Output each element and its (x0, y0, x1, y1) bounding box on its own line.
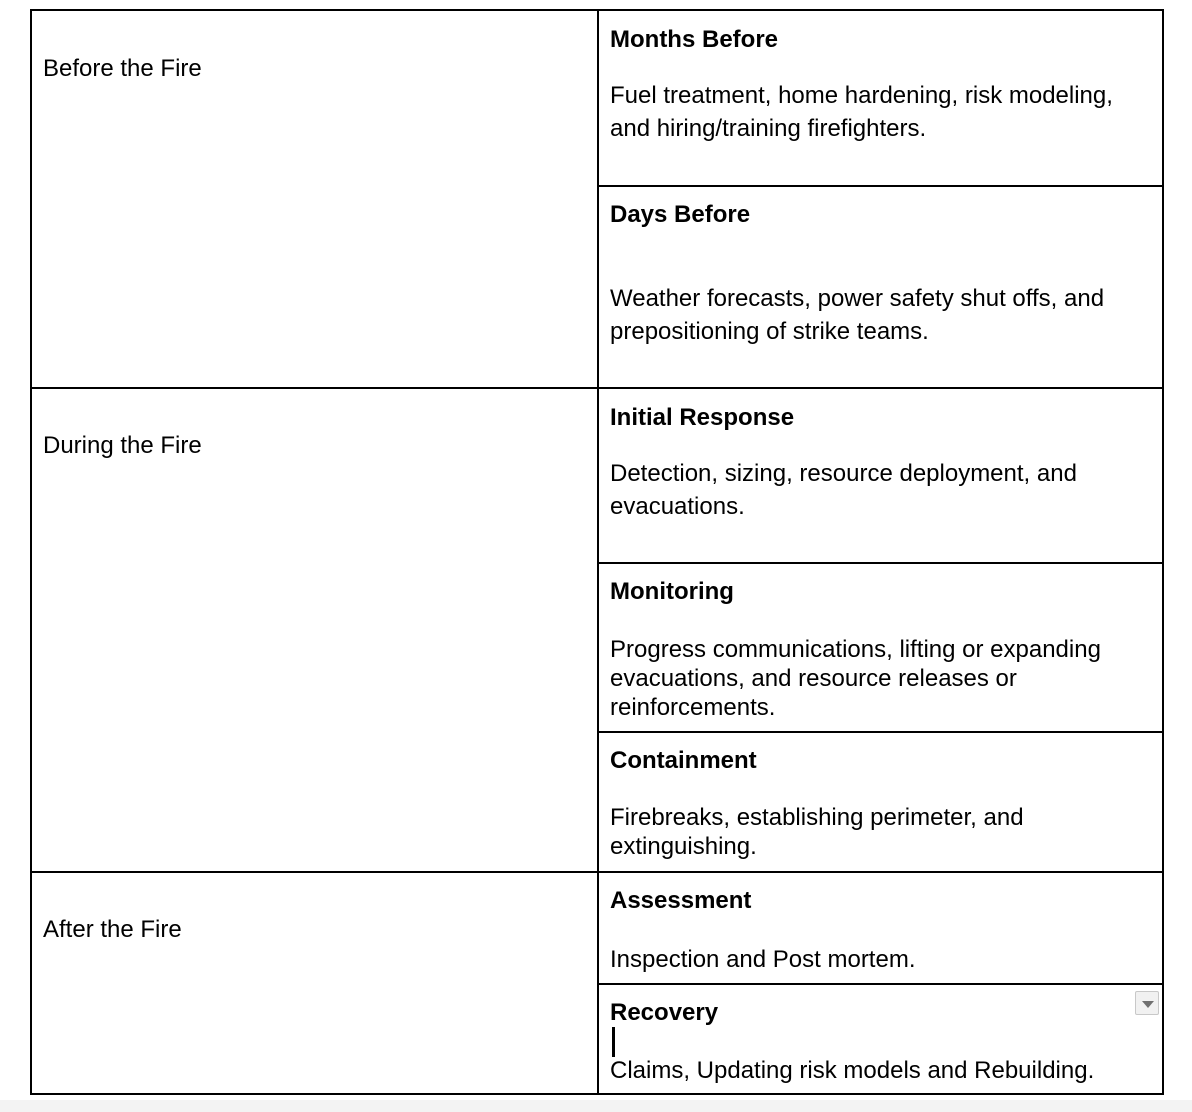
subphase-desc-recovery[interactable]: Claims, Updating risk models and Rebuilding. (610, 1057, 1095, 1084)
row-divider (32, 871, 1162, 873)
subphase-title-monitoring[interactable]: Monitoring (610, 578, 734, 605)
row-divider (32, 387, 1162, 389)
text-cursor (612, 1027, 615, 1057)
subphase-desc-days-before[interactable]: Weather forecasts, power safety shut offs, and prepositioning of strike teams. (610, 285, 1105, 345)
row-divider (598, 562, 1162, 564)
cell-menu-button[interactable] (1135, 991, 1159, 1015)
subphase-title-initial-response[interactable]: Initial Response (610, 404, 795, 431)
row-divider (598, 185, 1162, 187)
phase-label-after[interactable]: After the Fire (43, 916, 182, 943)
subphase-desc-initial-response[interactable]: Detection, sizing, resource deployment, and evacuations. (610, 460, 1077, 520)
phase-label-during[interactable]: During the Fire (43, 432, 202, 459)
subphase-title-assessment[interactable]: Assessment (610, 887, 752, 914)
subphase-desc-containment[interactable]: Firebreaks, establishing perimeter, and extinguishing. (610, 804, 1024, 860)
page-bottom-strip (0, 1100, 1192, 1112)
phases-table (30, 9, 1164, 1095)
phase-label-before[interactable]: Before the Fire (43, 55, 202, 82)
subphase-title-containment[interactable]: Containment (610, 747, 757, 774)
chevron-down-icon (1142, 1001, 1154, 1008)
subphase-desc-monitoring[interactable]: Progress communications, lifting or expanding evacuations, and resource releases or reinforcements. (610, 636, 1101, 721)
subphase-desc-months-before[interactable]: Fuel treatment, home hardening, risk modeling, and hiring/training firefighters. (610, 82, 1113, 142)
subphase-title-days-before[interactable]: Days Before (610, 201, 751, 228)
row-divider (598, 731, 1162, 733)
row-divider (598, 983, 1162, 985)
subphase-title-months-before[interactable]: Months Before (610, 26, 778, 53)
subphase-desc-assessment[interactable]: Inspection and Post mortem. (610, 946, 916, 973)
column-divider (597, 11, 599, 1093)
subphase-title-recovery[interactable]: Recovery (610, 999, 719, 1026)
